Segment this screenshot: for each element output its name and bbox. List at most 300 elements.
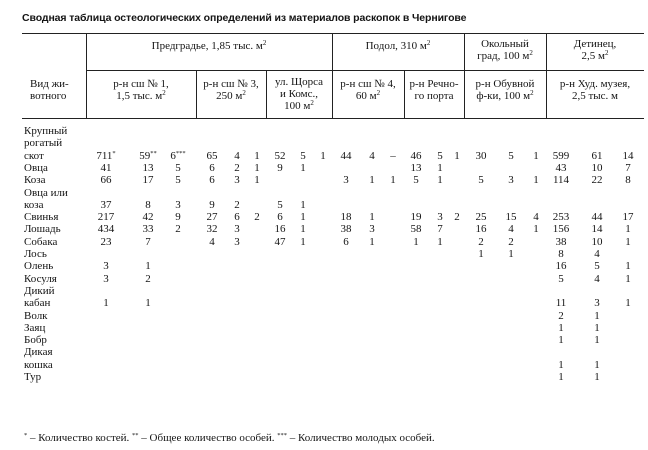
- group-header-sup: 2: [262, 39, 267, 47]
- table-cell: [168, 162, 188, 174]
- table-cell: [587, 174, 607, 186]
- cell-value: 18: [340, 211, 352, 224]
- cell-value: 2: [558, 309, 564, 322]
- cell-value: 1: [254, 174, 260, 187]
- table-cell: [501, 150, 521, 162]
- cell-value: 599: [552, 149, 570, 162]
- cell-value: 10: [591, 235, 603, 248]
- table-cell: [587, 297, 607, 309]
- table-cell: [227, 174, 247, 186]
- table-cell: [96, 211, 116, 223]
- cell-value: 61: [591, 149, 603, 162]
- cell-value: 7: [145, 235, 151, 248]
- row-label: Собака: [24, 235, 58, 248]
- cell-value: 4: [234, 149, 240, 162]
- table-cell: [430, 162, 450, 174]
- cell-value: 59: [139, 149, 151, 162]
- table-cell: [551, 150, 571, 162]
- table-cell: [471, 174, 491, 186]
- table-cell: [96, 297, 116, 309]
- table-cell: [227, 162, 247, 174]
- cell-value: 1: [369, 174, 375, 187]
- table-cell: [270, 223, 290, 235]
- cell-value: 217: [97, 211, 115, 224]
- cell-value: 1: [320, 149, 326, 162]
- cell-value: 1: [145, 260, 151, 273]
- cell-value: 1: [369, 235, 375, 248]
- table-cell: [293, 199, 313, 211]
- table-cell: [247, 211, 267, 223]
- cell-value: 114: [552, 174, 570, 187]
- table-cell: [618, 236, 638, 248]
- subheader-river-port: [404, 78, 464, 102]
- table-cell: [471, 150, 491, 162]
- cell-value: 1: [594, 309, 600, 322]
- cell-value: 1: [625, 235, 631, 248]
- cell-value: 1: [254, 149, 260, 162]
- cell-footnote-mark: **: [150, 149, 157, 157]
- cell-value: 23: [100, 235, 112, 248]
- cell-value: 5: [413, 174, 419, 187]
- cell-value: 27: [206, 211, 218, 224]
- subheader-label: р-н Обувной ф-ки, 100 м: [475, 78, 535, 102]
- cell-value: 1: [437, 235, 443, 248]
- table-cell: [138, 199, 158, 211]
- row-label: Овца или: [24, 186, 68, 199]
- table-cell: [587, 273, 607, 285]
- group-header-podol: [332, 40, 464, 52]
- table-cell: [202, 150, 222, 162]
- table-cell: [202, 174, 222, 186]
- cell-value: 6: [234, 211, 240, 224]
- footnote-mark: ***: [277, 432, 287, 439]
- cell-value: 1: [533, 223, 539, 236]
- table-cell: [138, 273, 158, 285]
- table-cell: [551, 322, 571, 334]
- subheader-ssh4: [332, 78, 404, 102]
- footnote: [24, 432, 435, 444]
- table-cell: [227, 211, 247, 223]
- table-cell: [362, 211, 382, 223]
- table-cell: [447, 150, 467, 162]
- top-rule: [22, 33, 644, 34]
- cell-value: 7: [437, 223, 443, 236]
- cell-value: 38: [555, 235, 567, 248]
- cell-value: 8: [145, 198, 151, 211]
- group-header-label: Окольный град, 100 м: [477, 38, 530, 62]
- subheader-sup: 2: [310, 99, 314, 107]
- cell-value: 1: [625, 260, 631, 273]
- table-cell: [293, 150, 313, 162]
- table-cell: [618, 273, 638, 285]
- cell-value: 1: [558, 358, 564, 371]
- cell-value: 1: [254, 161, 260, 174]
- table-cell: [96, 199, 116, 211]
- footnote-text: – Количество молодых особей.: [286, 432, 435, 444]
- table-cell: [293, 236, 313, 248]
- cell-value: 5: [437, 149, 443, 162]
- table-cell: [551, 297, 571, 309]
- cell-value: 1: [437, 174, 443, 187]
- table-cell: [526, 223, 546, 235]
- subheader-sup: 2: [530, 89, 534, 97]
- cell-value: 711: [96, 149, 113, 162]
- cell-value: 2: [234, 198, 240, 211]
- cell-value: 47: [274, 235, 286, 248]
- table-cell: [587, 310, 607, 322]
- subheader-art-museum: [546, 78, 644, 102]
- cell-value: 2: [454, 211, 460, 224]
- table-cell: [501, 223, 521, 235]
- table-cell: [96, 273, 116, 285]
- row-label: Косуля: [24, 272, 57, 285]
- row-label: Бобр: [24, 334, 47, 347]
- table-cell: [587, 248, 607, 260]
- row-label: рогатый: [24, 137, 63, 150]
- subheader-ssh3: [196, 78, 266, 102]
- table-cell: [551, 174, 571, 186]
- animal-column-header-text: Вид жи- вотного: [30, 78, 69, 102]
- table-cell: [471, 248, 491, 260]
- group-header-label: Подол, 310 м: [365, 40, 427, 52]
- cell-value: 1: [478, 248, 484, 260]
- table-cell: [587, 334, 607, 346]
- cell-value: 1: [390, 174, 396, 187]
- cell-value: 5: [558, 272, 564, 285]
- table-cell: [471, 211, 491, 223]
- cell-value: 1: [300, 198, 306, 211]
- footnote-mark: **: [132, 432, 139, 439]
- cell-value: 1: [594, 321, 600, 334]
- cell-value: 6: [277, 211, 283, 224]
- table-cell: [551, 162, 571, 174]
- cell-value: 1: [508, 248, 514, 260]
- cell-value: 1: [558, 334, 564, 347]
- table-cell: [618, 174, 638, 186]
- table-cell: [168, 150, 188, 162]
- cell-value: 6: [170, 149, 176, 162]
- table-cell: [138, 211, 158, 223]
- cell-value: 1: [145, 297, 151, 310]
- cell-value: 1: [300, 211, 306, 224]
- table-cell: [96, 223, 116, 235]
- table-cell: [587, 211, 607, 223]
- table-cell: [430, 174, 450, 186]
- table-cell: [587, 371, 607, 383]
- table-cell: [336, 223, 356, 235]
- table-cell: [293, 223, 313, 235]
- footnote-text: – Общее количество особей.: [138, 432, 278, 444]
- table-cell: [362, 223, 382, 235]
- subheader-label: р-н сш № 1, 1,5 тыс. м: [113, 78, 169, 102]
- subheader-shoe-factory: [464, 78, 546, 102]
- cell-value: 44: [591, 211, 603, 224]
- cell-value: 58: [410, 223, 422, 236]
- footnote-mark: *: [24, 432, 28, 439]
- table-cell: [551, 371, 571, 383]
- row-label: Олень: [24, 260, 54, 273]
- cell-footnote-mark: ***: [175, 149, 186, 157]
- cell-value: 46: [410, 149, 422, 162]
- cell-value: 1: [413, 235, 419, 248]
- cell-value: 1: [625, 272, 631, 285]
- cell-value: 2: [478, 235, 484, 248]
- cell-value: 9: [175, 211, 181, 224]
- cell-value: 3: [234, 235, 240, 248]
- cell-value: –: [390, 149, 396, 162]
- table-cell: [618, 150, 638, 162]
- subheader-sup: 2: [242, 89, 246, 97]
- group-header-predgradye: [86, 40, 332, 52]
- cell-value: 4: [594, 248, 600, 260]
- cell-value: 1: [369, 211, 375, 224]
- cell-value: 1: [594, 358, 600, 371]
- row-label: коза: [24, 198, 44, 211]
- table-cell: [587, 150, 607, 162]
- table-cell: [406, 211, 426, 223]
- cell-value: 2: [254, 211, 260, 224]
- table-cell: [587, 260, 607, 272]
- table-cell: [270, 162, 290, 174]
- row-label: кошка: [24, 358, 53, 371]
- subheader-sup: 2: [376, 89, 381, 97]
- cell-value: 1: [625, 297, 631, 310]
- group-rule: [86, 70, 644, 71]
- cell-value: 43: [555, 161, 567, 174]
- subheader-label: р-н сш № 4, 60 м: [340, 78, 396, 102]
- table-cell: [551, 273, 571, 285]
- animal-column-header: [22, 78, 86, 102]
- cell-value: 19: [410, 211, 422, 224]
- table-cell: [501, 248, 521, 260]
- group-header-sup: 2: [529, 49, 533, 57]
- table-cell: [587, 236, 607, 248]
- table-cell: [618, 260, 638, 272]
- table-cell: [501, 236, 521, 248]
- cell-value: 1: [558, 371, 564, 383]
- table-cell: [96, 150, 116, 162]
- table-title: Сводная таблица остеологических определений из материалов раскопок в Чернигове: [22, 12, 467, 24]
- table-cell: [551, 236, 571, 248]
- table-cell: [202, 211, 222, 223]
- table-cell: [96, 260, 116, 272]
- cell-value: 25: [475, 211, 487, 224]
- table-cell: [138, 260, 158, 272]
- group-header-sup: 2: [604, 49, 609, 57]
- subheader-label: р-н Худ. музея, 2,5 тыс. м: [559, 78, 631, 102]
- cell-value: 5: [277, 198, 283, 211]
- table-cell: [406, 150, 426, 162]
- cell-value: 37: [100, 198, 112, 211]
- cell-value: 3: [343, 174, 349, 187]
- cell-value: 1: [300, 161, 306, 174]
- cell-value: 16: [555, 260, 567, 273]
- table-cell: [471, 223, 491, 235]
- cell-value: 10: [591, 161, 603, 174]
- table-cell: [362, 236, 382, 248]
- cell-value: 434: [97, 223, 115, 236]
- row-label: Свинья: [24, 211, 59, 224]
- table-cell: [168, 174, 188, 186]
- cell-value: 253: [552, 211, 570, 224]
- table-cell: [96, 236, 116, 248]
- table-cell: [618, 297, 638, 309]
- cell-value: 5: [478, 174, 484, 187]
- group-header-label: Предградье, 1,85 тыс. м: [151, 40, 263, 52]
- table-cell: [247, 174, 267, 186]
- cell-value: 3: [175, 198, 181, 211]
- cell-value: 8: [558, 248, 564, 260]
- subheader-label: р-н Речно- го порта: [409, 78, 459, 102]
- table-cell: [501, 211, 521, 223]
- cell-value: 30: [475, 149, 487, 162]
- cell-value: 4: [209, 235, 215, 248]
- row-label: Тур: [24, 371, 42, 383]
- table-cell: [227, 199, 247, 211]
- cell-value: 1: [558, 321, 564, 334]
- cell-value: 41: [100, 161, 112, 174]
- table-cell: [336, 236, 356, 248]
- table-cell: [430, 223, 450, 235]
- table-cell: [227, 223, 247, 235]
- row-label: Волк: [24, 309, 48, 322]
- table-cell: [618, 162, 638, 174]
- table-cell: [587, 359, 607, 371]
- cell-value: 5: [300, 149, 306, 162]
- table-cell: [551, 334, 571, 346]
- cell-value: 17: [142, 174, 154, 187]
- table-cell: [383, 150, 403, 162]
- table-cell: [247, 162, 267, 174]
- table-cell: [270, 236, 290, 248]
- table-cell: [293, 211, 313, 223]
- cell-value: 156: [552, 223, 570, 236]
- cell-value: 5: [175, 161, 181, 174]
- row-label: Лось: [24, 248, 47, 260]
- table-cell: [618, 223, 638, 235]
- cell-value: 14: [591, 223, 603, 236]
- cell-value: 2: [175, 223, 181, 236]
- table-cell: [551, 223, 571, 235]
- table-cell: [202, 236, 222, 248]
- table-cell: [551, 310, 571, 322]
- table-cell: [168, 223, 188, 235]
- cell-value: 3: [234, 174, 240, 187]
- table-cell: [471, 236, 491, 248]
- cell-value: 16: [475, 223, 487, 236]
- row-label: кабан: [24, 297, 51, 310]
- cell-value: 1: [533, 149, 539, 162]
- table-cell: [96, 162, 116, 174]
- table-cell: [406, 174, 426, 186]
- table-cell: [227, 150, 247, 162]
- cell-value: 3: [103, 272, 109, 285]
- table-cell: [587, 223, 607, 235]
- group-header-label: Детинец, 2,5 м: [573, 38, 617, 62]
- table-cell: [336, 174, 356, 186]
- table-cell: [202, 199, 222, 211]
- table-cell: [270, 199, 290, 211]
- table-cell: [227, 236, 247, 248]
- table-cell: [526, 174, 546, 186]
- cell-value: 8: [625, 174, 631, 187]
- group-header-okolny: [464, 38, 546, 62]
- table-cell: [362, 150, 382, 162]
- subheader-shchorsa: [266, 76, 332, 112]
- cell-value: 7: [625, 161, 631, 174]
- cell-value: 3: [103, 260, 109, 273]
- cell-value: 3: [369, 223, 375, 236]
- cell-value: 11: [555, 297, 567, 310]
- row-label: Овца: [24, 161, 48, 174]
- table-cell: [202, 162, 222, 174]
- cell-value: 16: [274, 223, 286, 236]
- table-cell: [618, 211, 638, 223]
- table-cell: [587, 322, 607, 334]
- table-cell: [406, 223, 426, 235]
- group-header-sup: 2: [426, 39, 431, 47]
- cell-value: 22: [591, 174, 603, 187]
- cell-value: 32: [206, 223, 218, 236]
- row-label: Крупный: [24, 125, 68, 137]
- cell-value: 4: [533, 211, 539, 224]
- cell-value: 6: [209, 174, 215, 187]
- cell-value: 13: [410, 161, 422, 174]
- row-label: Коза: [24, 174, 46, 187]
- cell-value: 52: [274, 149, 286, 162]
- cell-value: 4: [508, 223, 514, 236]
- subheader-label: ул. Щорса и Комс., 100 м: [274, 76, 323, 112]
- cell-value: 5: [508, 149, 514, 162]
- header-rule: [22, 118, 644, 119]
- cell-value: 9: [277, 161, 283, 174]
- cell-footnote-mark: *: [112, 149, 116, 157]
- row-label: Дикая: [24, 346, 53, 359]
- cell-value: 1: [437, 161, 443, 174]
- group-header-detinets: [546, 38, 644, 62]
- cell-value: 66: [100, 174, 112, 187]
- cell-value: 14: [622, 149, 634, 162]
- table-cell: [526, 211, 546, 223]
- table-cell: [270, 150, 290, 162]
- row-label: Дикий: [24, 284, 55, 297]
- row-label: Заяц: [24, 321, 46, 334]
- cell-value: 42: [142, 211, 154, 224]
- table-cell: [247, 150, 267, 162]
- subheader-sup: 2: [162, 89, 166, 97]
- table-cell: [138, 150, 158, 162]
- table-cell: [270, 211, 290, 223]
- cell-value: 3: [437, 211, 443, 224]
- cell-value: 4: [594, 272, 600, 285]
- table-cell: [587, 162, 607, 174]
- cell-value: 6: [343, 235, 349, 248]
- cell-value: 5: [175, 174, 181, 187]
- table-cell: [293, 162, 313, 174]
- table-cell: [551, 260, 571, 272]
- cell-value: 2: [508, 235, 514, 248]
- subheader-ssh1: [86, 78, 196, 102]
- table-cell: [551, 248, 571, 260]
- cell-value: 1: [594, 371, 600, 383]
- cell-value: 5: [594, 260, 600, 273]
- cell-value: 33: [142, 223, 154, 236]
- table-cell: [336, 150, 356, 162]
- subheader-label: р-н сш № 3, 250 м: [203, 78, 259, 102]
- cell-value: 17: [622, 211, 634, 224]
- cell-value: 3: [594, 297, 600, 310]
- table-cell: [551, 359, 571, 371]
